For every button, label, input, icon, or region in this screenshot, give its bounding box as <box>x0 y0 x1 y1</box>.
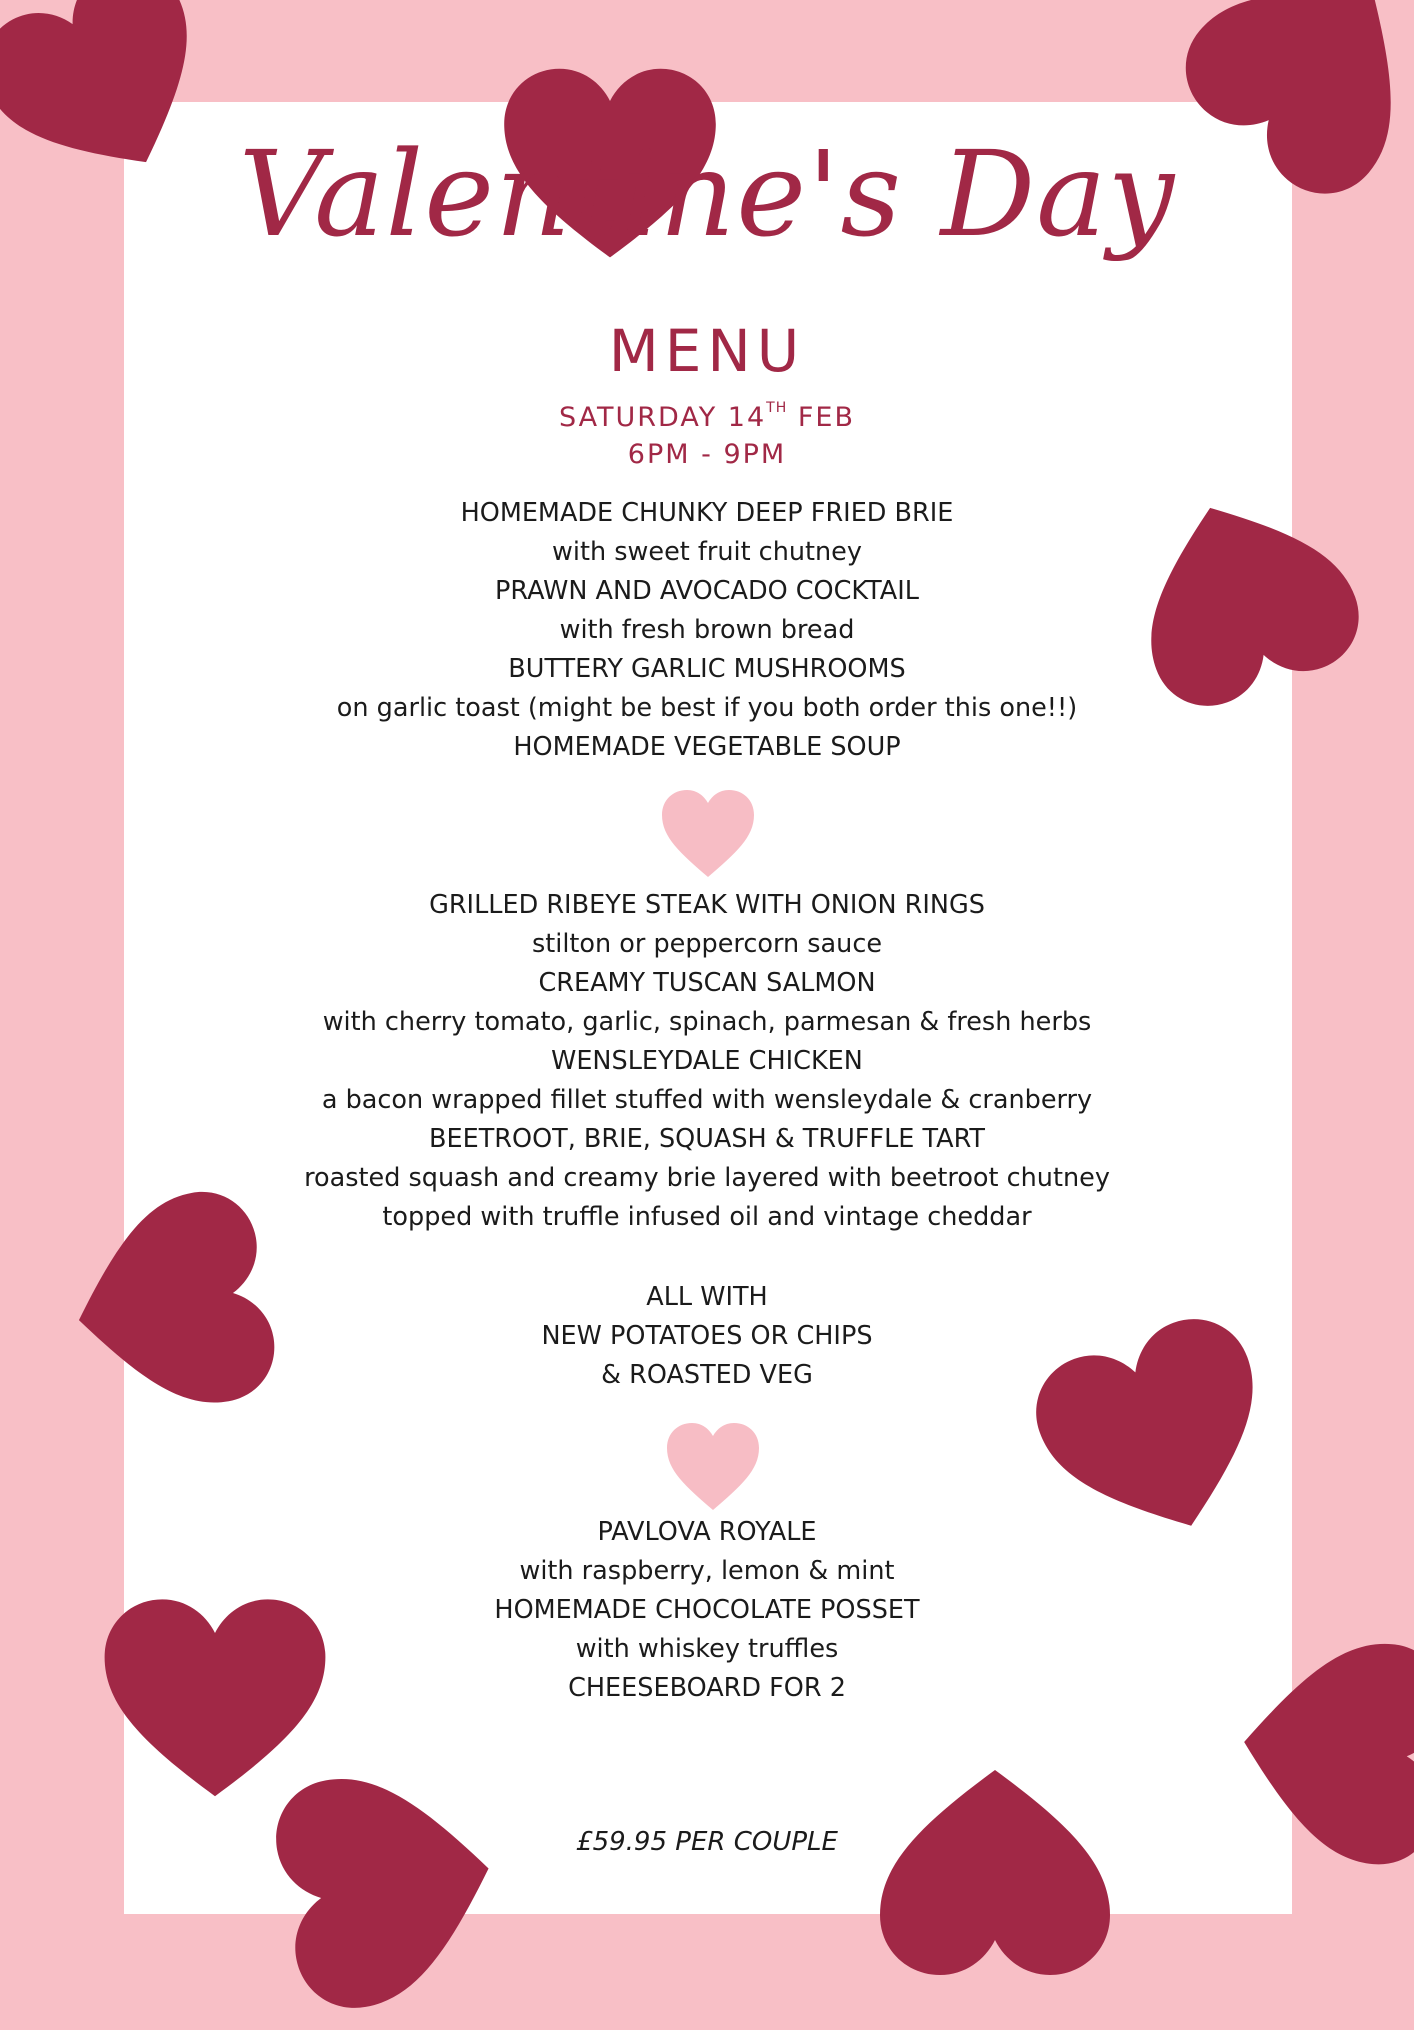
list-item: stilton or peppercorn sauce <box>531 929 883 959</box>
list-item: & ROASTED VEG <box>601 1360 813 1390</box>
date-suffix: TH <box>766 400 788 416</box>
list-item: on garlic toast (might be best if you both order this one!!) <box>336 693 1078 723</box>
list-item: topped with truffle infused oil and vintage cheddar <box>382 1202 1032 1232</box>
list-item: GRILLED RIBEYE STEAK WITH ONION RINGS <box>429 890 985 920</box>
list-item: HOMEMADE CHUNKY DEEP FRIED BRIE <box>460 498 954 528</box>
list-item: WENSLEYDALE CHICKEN <box>551 1046 863 1076</box>
heart-icon <box>870 1740 1120 1990</box>
date-month: FEB <box>797 402 855 433</box>
list-item: ALL WITH <box>646 1282 768 1312</box>
event-date <box>0 401 1414 431</box>
desserts-section <box>0 1513 1414 1708</box>
list-item: with fresh brown bread <box>559 615 855 645</box>
list-item: a bacon wrapped fillet stuffed with wensleydale & cranberry <box>321 1085 1093 1115</box>
event-time: 6PM - 9PM <box>627 439 787 470</box>
page-title: Valentine's Day <box>238 125 1176 263</box>
menu-heading: MENU <box>608 317 806 385</box>
starters-section <box>0 494 1414 767</box>
heart-icon <box>663 1418 763 1518</box>
list-item: CREAMY TUSCAN SALMON <box>538 968 876 998</box>
mains-section <box>0 886 1414 1237</box>
list-item: with whiskey truffles <box>575 1634 839 1664</box>
list-item: CHEESEBOARD FOR 2 <box>568 1673 846 1703</box>
list-item: PAVLOVA ROYALE <box>597 1517 817 1547</box>
list-item: BUTTERY GARLIC MUSHROOMS <box>508 654 906 684</box>
date-main: SATURDAY 14 <box>559 402 767 433</box>
list-item: HOMEMADE VEGETABLE SOUP <box>513 732 901 762</box>
list-item: BEETROOT, BRIE, SQUASH & TRUFFLE TART <box>428 1124 986 1154</box>
list-item: PRAWN AND AVOCADO COCKTAIL <box>495 576 919 606</box>
list-item: NEW POTATOES OR CHIPS <box>541 1321 873 1351</box>
list-item: with sweet fruit chutney <box>552 537 862 567</box>
list-item: HOMEMADE CHOCOLATE POSSET <box>494 1595 920 1625</box>
list-item: roasted squash and creamy brie layered with beetroot chutney <box>304 1163 1110 1193</box>
list-item: with raspberry, lemon & mint <box>519 1556 895 1586</box>
list-item: with cherry tomato, garlic, spinach, parmesan & fresh herbs <box>322 1007 1092 1037</box>
sides-section <box>0 1278 1414 1395</box>
heart-icon <box>658 785 758 885</box>
heart-icon <box>250 1740 540 2030</box>
price-label: £59.95 PER COUPLE <box>576 1827 838 1857</box>
